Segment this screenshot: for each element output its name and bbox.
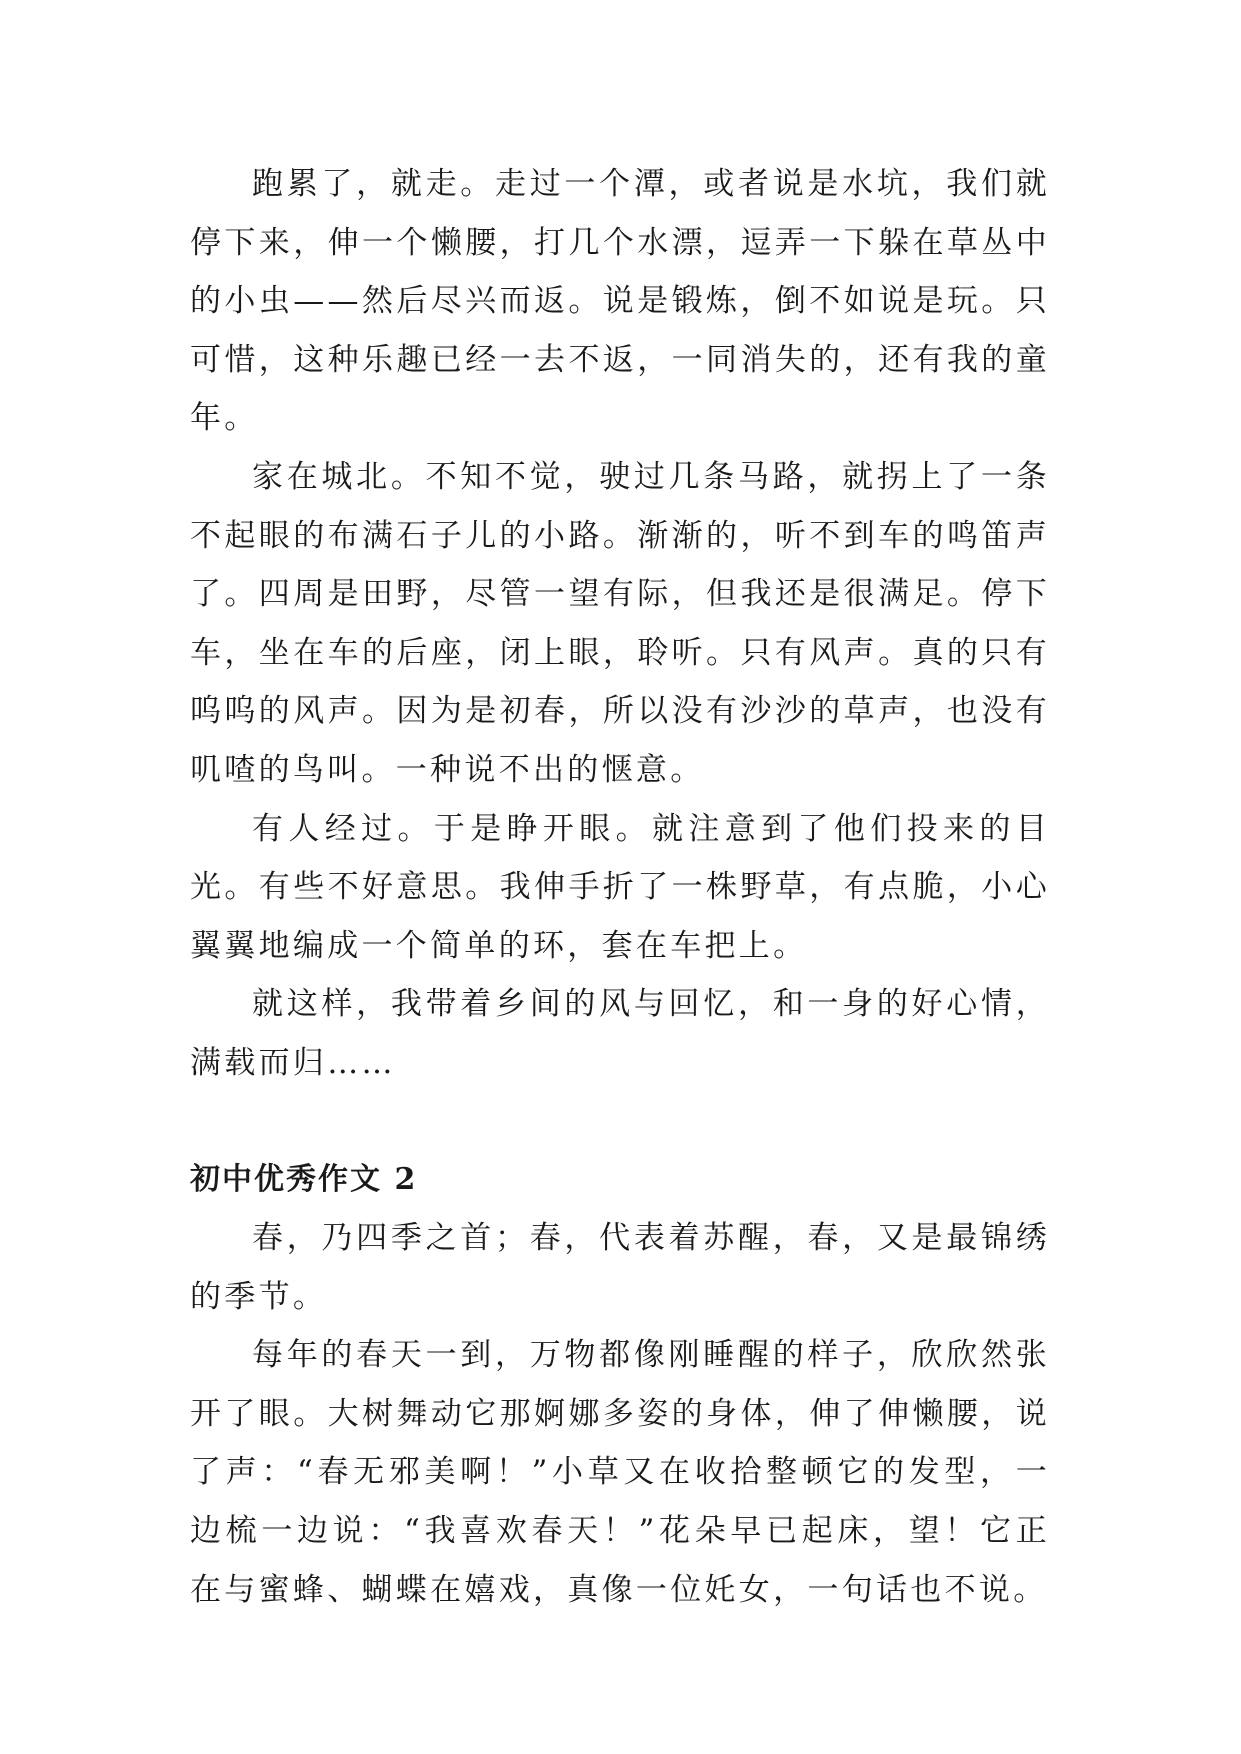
paragraph: 跑累了，就走。走过一个潭，或者说是水坑，我们就停下来，伸一个懒腰，打几个水漂，逗弄一下躲在草丛中的小虫——然后尽兴而返。说是锻炼，倒不如说是玩。只可惜，这种乐趣已经一去不返，一同消失的，还有我的童年。 (190, 166, 1050, 437)
section-gap (190, 1093, 1050, 1151)
paragraph: 就这样，我带着乡间的风与回忆，和一身的好心情，满载而归…… (190, 986, 1050, 1081)
paragraph: 每年的春天一到，万物都像刚睡醒的样子，欣欣然张开了眼。大树舞动它那婀娜多姿的身体，伸了伸懒腰，说了声：“春无邪美啊！”小草又在收拾整顿它的发型，一边梳一边说：“我喜欢春天！”花朵早已起床，望！它正在与蜜蜂、蝴蝶在嬉戏，真像一位奼女，一句话也不说。 (190, 1337, 1050, 1608)
section-title: 初中优秀作文 2 (190, 1161, 418, 1197)
paragraph: 春，乃四季之首；春，代表着苏醒，春，又是最锦绣的季节。 (190, 1220, 1050, 1315)
document-page (190, 155, 1050, 1619)
paragraph: 有人经过。于是睁开眼。就注意到了他们投来的目光。有些不好意思。我伸手折了一株野草，有点脆，小心翼翼地编成一个简单的环，套在车把上。 (190, 810, 1050, 964)
paragraph: 家在城北。不知不觉，驶过几条马路，就拐上了一条不起眼的布满石子儿的小路。渐渐的，听不到车的鸣笛声了。四周是田野，尽管一望有际，但我还是很满足。停下车，坐在车的后座，闭上眼，聆听。只有风声。真的只有呜呜的风声。因为是初春，所以没有沙沙的草声，也没有叽喳的鸟叫。一种说不出的惬意。 (190, 458, 1050, 788)
